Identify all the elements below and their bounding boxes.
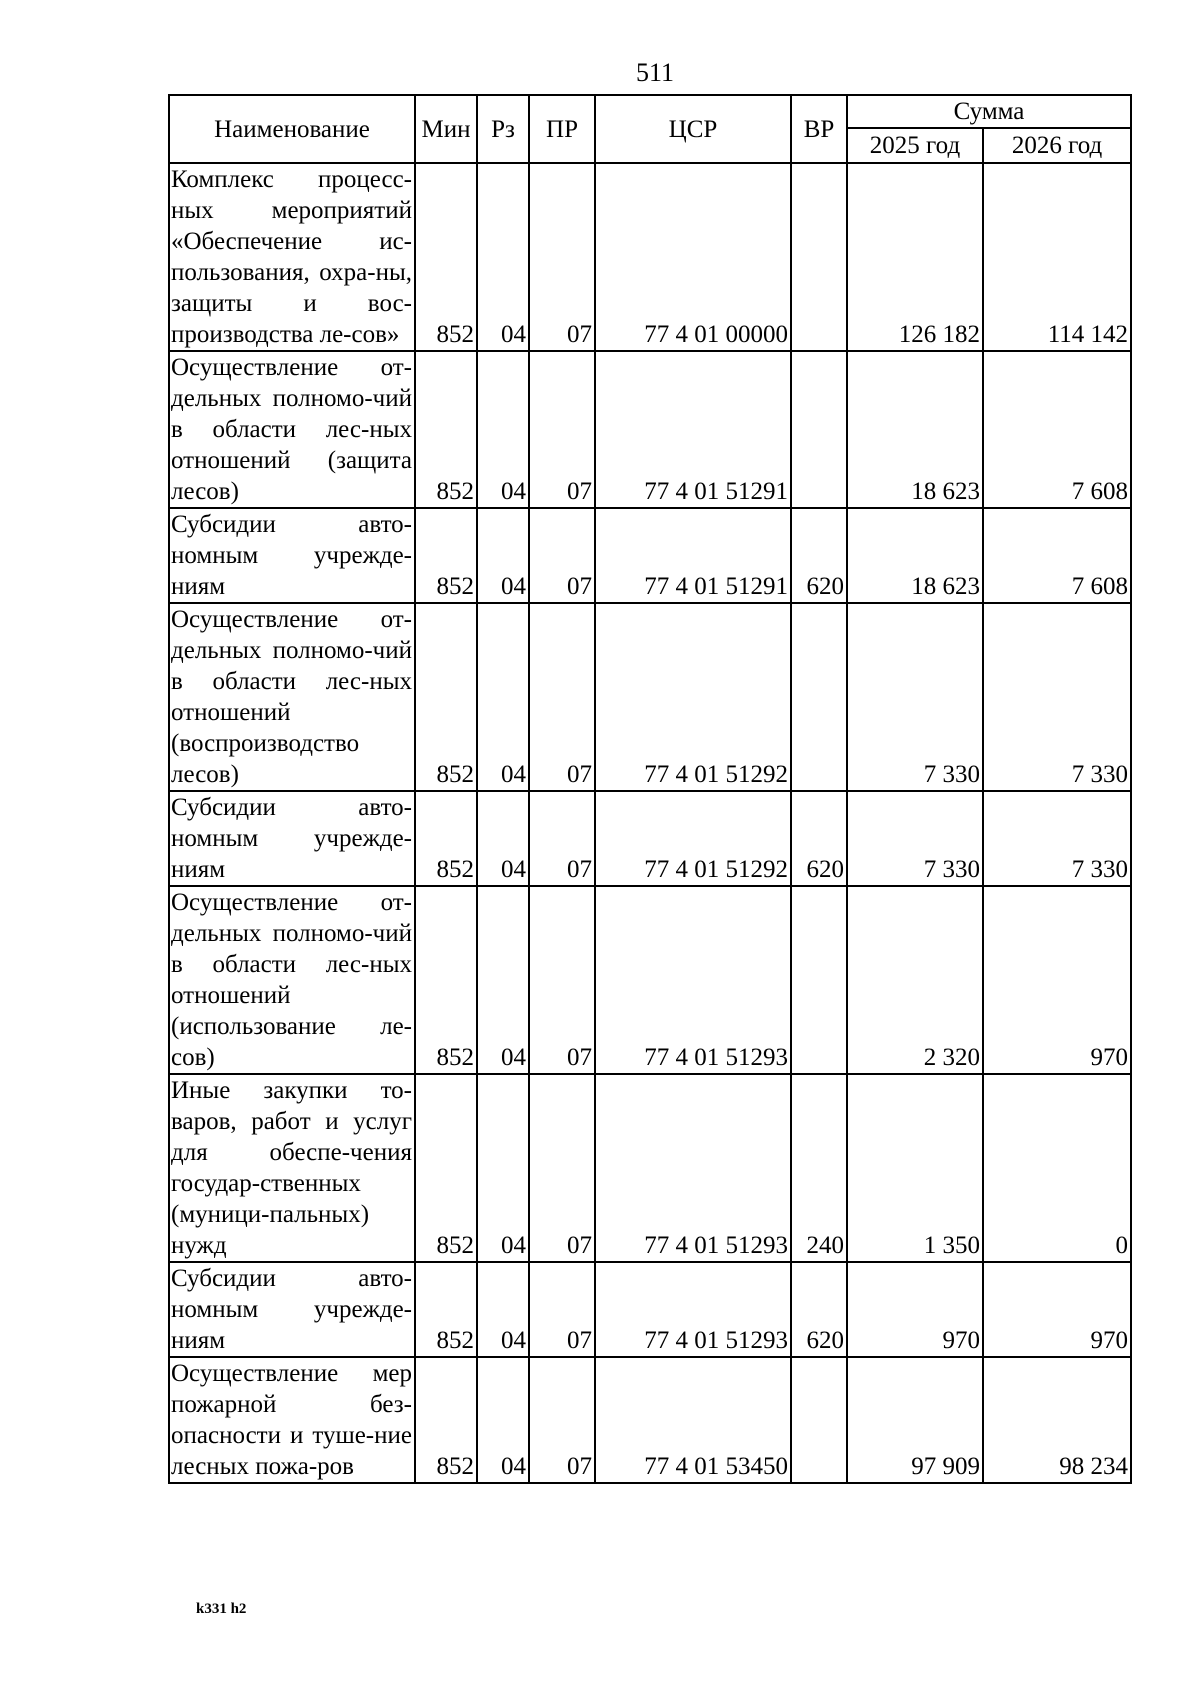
row-name: Осуществление от-дельных полномо-чий в области лес-ных отношений (воспроизводство лесов): [169, 603, 415, 791]
row-min: 852: [415, 886, 477, 1074]
row-pr: 07: [529, 163, 595, 351]
row-csr: 77 4 01 51293: [595, 886, 791, 1074]
row-rz: 04: [477, 791, 529, 886]
row-csr: 77 4 01 51291: [595, 508, 791, 603]
row-sum-2026: 970: [983, 886, 1131, 1074]
row-min: 852: [415, 603, 477, 791]
table-row: [169, 163, 1131, 351]
header-year-2026: 2026 год: [983, 128, 1131, 163]
page-number: 511: [635, 58, 675, 87]
header-pr: ПР: [529, 95, 595, 163]
row-csr: 77 4 01 51293: [595, 1262, 791, 1357]
row-rz: 04: [477, 603, 529, 791]
row-sum-2026: 7 330: [983, 603, 1131, 791]
row-min: 852: [415, 1074, 477, 1262]
table-row: [169, 1074, 1131, 1262]
row-rz: 04: [477, 886, 529, 1074]
table-row: [169, 508, 1131, 603]
row-vr: [791, 1357, 847, 1483]
row-sum-2025: 7 330: [847, 791, 983, 886]
document-code: k331 h2: [196, 1601, 247, 1617]
header-csr: ЦСР: [595, 95, 791, 163]
table-body: [169, 163, 1131, 1483]
row-pr: 07: [529, 1357, 595, 1483]
row-sum-2025: 1 350: [847, 1074, 983, 1262]
row-rz: 04: [477, 508, 529, 603]
row-sum-2026: 7 608: [983, 508, 1131, 603]
row-csr: 77 4 01 51292: [595, 603, 791, 791]
row-csr: 77 4 01 51291: [595, 351, 791, 508]
row-min: 852: [415, 1262, 477, 1357]
row-sum-2025: 7 330: [847, 603, 983, 791]
row-vr: 620: [791, 508, 847, 603]
row-csr: 77 4 01 00000: [595, 163, 791, 351]
row-rz: 04: [477, 1262, 529, 1357]
table-row: [169, 886, 1131, 1074]
row-pr: 07: [529, 603, 595, 791]
row-min: 852: [415, 508, 477, 603]
row-csr: 77 4 01 53450: [595, 1357, 791, 1483]
row-pr: 07: [529, 1262, 595, 1357]
row-sum-2026: 98 234: [983, 1357, 1131, 1483]
row-min: 852: [415, 1357, 477, 1483]
row-name: Иные закупки то-варов, работ и услуг для обеспе-чения государ-ственных (муници-пальных) нужд: [169, 1074, 415, 1262]
row-name: Субсидии авто-номным учрежде-ниям: [169, 1262, 415, 1357]
row-min: 852: [415, 163, 477, 351]
row-name: Осуществление от-дельных полномо-чий в области лес-ных отношений (использование ле-сов): [169, 886, 415, 1074]
row-sum-2025: 18 623: [847, 508, 983, 603]
header-min: Мин: [415, 95, 477, 163]
row-vr: [791, 603, 847, 791]
row-name: Субсидии авто-номным учрежде-ниям: [169, 791, 415, 886]
row-min: 852: [415, 791, 477, 886]
header-rz: Рз: [477, 95, 529, 163]
table-row: [169, 351, 1131, 508]
row-sum-2026: 0: [983, 1074, 1131, 1262]
row-sum-2026: 114 142: [983, 163, 1131, 351]
row-sum-2025: 2 320: [847, 886, 983, 1074]
row-sum-2025: 97 909: [847, 1357, 983, 1483]
header-year-2025: 2025 год: [847, 128, 983, 163]
header-name: Наименование: [169, 95, 415, 163]
row-sum-2026: 7 608: [983, 351, 1131, 508]
row-rz: 04: [477, 1357, 529, 1483]
row-min: 852: [415, 351, 477, 508]
table-row: [169, 1262, 1131, 1357]
row-name: Осуществление от-дельных полномо-чий в области лес-ных отношений (защита лесов): [169, 351, 415, 508]
row-pr: 07: [529, 508, 595, 603]
row-name: Осуществление мер пожарной без-опасности и туше-ние лесных пожа-ров: [169, 1357, 415, 1483]
row-rz: 04: [477, 351, 529, 508]
row-pr: 07: [529, 886, 595, 1074]
row-rz: 04: [477, 163, 529, 351]
table-row: [169, 1357, 1131, 1483]
header-vr: ВР: [791, 95, 847, 163]
row-pr: 07: [529, 351, 595, 508]
row-vr: [791, 351, 847, 508]
row-sum-2026: 7 330: [983, 791, 1131, 886]
table-row: [169, 603, 1131, 791]
row-csr: 77 4 01 51293: [595, 1074, 791, 1262]
table-row: [169, 791, 1131, 886]
row-sum-2025: 18 623: [847, 351, 983, 508]
row-vr: 620: [791, 791, 847, 886]
row-name: Субсидии авто-номным учрежде-ниям: [169, 508, 415, 603]
row-sum-2026: 970: [983, 1262, 1131, 1357]
row-csr: 77 4 01 51292: [595, 791, 791, 886]
row-name: Комплекс процесс-ных мероприятий «Обеспечение ис-пользования, охра-ны, защиты и вос-производства ле-сов»: [169, 163, 415, 351]
row-vr: 240: [791, 1074, 847, 1262]
row-vr: [791, 886, 847, 1074]
row-sum-2025: 970: [847, 1262, 983, 1357]
header-sum: Сумма: [847, 95, 1131, 128]
row-vr: [791, 163, 847, 351]
row-rz: 04: [477, 1074, 529, 1262]
row-pr: 07: [529, 1074, 595, 1262]
row-pr: 07: [529, 791, 595, 886]
budget-table: [168, 94, 1132, 1484]
row-vr: 620: [791, 1262, 847, 1357]
row-sum-2025: 126 182: [847, 163, 983, 351]
